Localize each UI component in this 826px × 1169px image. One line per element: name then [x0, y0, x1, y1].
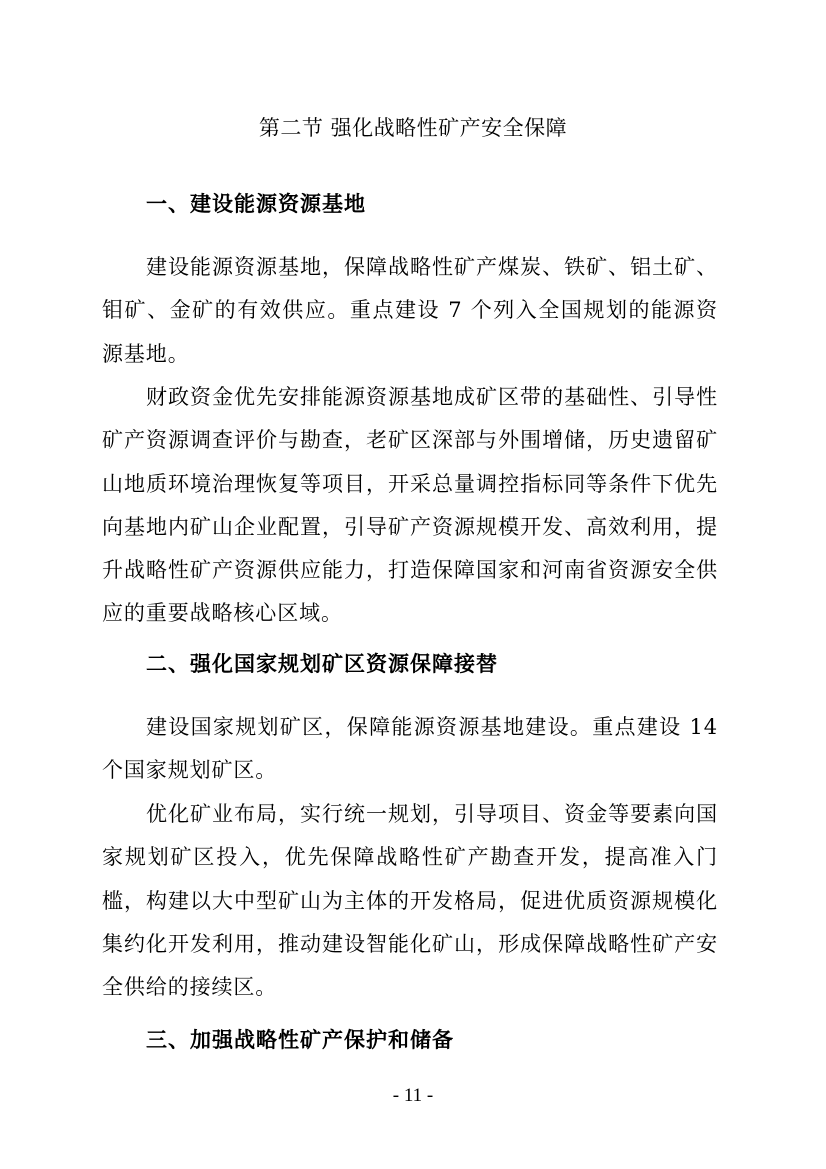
- paragraph-2-1: 建设国家规划矿区，保障能源资源基地建设。重点建设 14 个国家规划矿区。: [102, 715, 718, 783]
- paragraph-2-2: 优化矿业布局，实行统一规划，引导项目、资金等要素向国家规划矿区投入，优先保障战略性矿产勘查开发，提高准入门槛，构建以大中型矿山为主体的开发格局，促进优质资源规模化集约化开发利用，推动建设智能化矿山，形成保障战略性矿产安全供给的接续区。: [102, 802, 718, 1000]
- heading-1: 一、建设能源资源基地: [146, 192, 366, 216]
- heading-3: 三、加强战略性矿产保护和储备: [146, 1028, 454, 1052]
- page-number: - 11 -: [392, 1085, 434, 1106]
- section-title: 第二节 强化战略性矿产安全保障: [258, 116, 568, 140]
- heading-2: 二、强化国家规划矿区资源保障接替: [146, 652, 498, 676]
- paragraph-1-2: 财政资金优先安排能源资源基地成矿区带的基础性、引导性矿产资源调查评价与勘查，老矿区深部与外围增储，历史遗留矿山地质环境治理恢复等项目，开采总量调控指标同等条件下优先向基地内矿山企业配置，引导矿产资源规模开发、高效利用，提升战略性矿产资源供应能力，打造保障国家和河南省资源安全供应的重要战略核心区域。: [102, 385, 718, 626]
- paragraph-1-1: 建设能源资源基地，保障战略性矿产煤炭、铁矿、铝土矿、钼矿、金矿的有效供应。重点建设 7 个列入全国规划的能源资源基地。: [102, 255, 718, 366]
